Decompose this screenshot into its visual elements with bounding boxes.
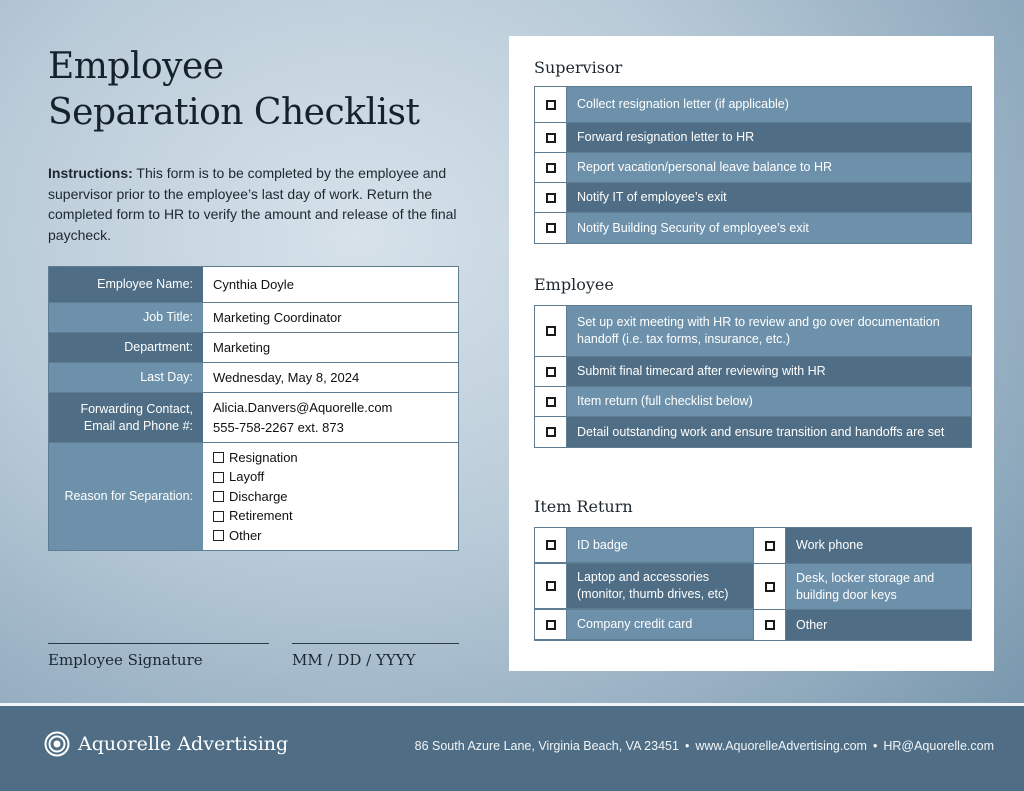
checkbox[interactable] xyxy=(535,528,567,562)
task-label: Notify IT of employee’s exit xyxy=(567,183,971,212)
reason-option-resignation[interactable] xyxy=(213,448,448,468)
item-return-row xyxy=(535,610,971,640)
concentric-circles-logo-icon xyxy=(44,731,70,757)
task-label: Forward resignation letter to HR xyxy=(567,123,971,152)
employee-task-row xyxy=(535,357,971,387)
title-line-2: Separation Checklist xyxy=(48,92,420,133)
item-return-table xyxy=(534,527,972,641)
task-label: Item return (full checklist below) xyxy=(567,387,971,416)
checkbox[interactable] xyxy=(754,564,786,609)
footer-website-link[interactable]: www.AquorelleAdvertising.com xyxy=(695,739,867,753)
page-title xyxy=(48,44,419,136)
checkbox-icon xyxy=(765,582,775,592)
checkbox[interactable] xyxy=(535,87,567,122)
checkbox[interactable] xyxy=(754,528,786,563)
footer-address: 86 South Azure Lane, Virginia Beach, VA 23451 xyxy=(414,739,679,753)
checkbox-icon xyxy=(546,367,556,377)
checkbox[interactable] xyxy=(535,417,567,447)
contact-value[interactable] xyxy=(203,393,458,442)
contact-label xyxy=(49,393,203,442)
department-value[interactable]: Marketing xyxy=(213,339,271,355)
checkbox-icon[interactable] xyxy=(213,530,224,541)
checkbox-icon xyxy=(546,223,556,233)
employee-name-value[interactable]: Cynthia Doyle xyxy=(213,276,294,292)
checkbox-icon xyxy=(546,540,556,550)
info-row-reason xyxy=(49,443,458,550)
task-label: Notify Building Security of employee’s exit xyxy=(567,213,971,243)
employee-task-row xyxy=(535,306,971,357)
checkbox-icon xyxy=(546,100,556,110)
item-return-cell xyxy=(753,610,971,640)
footer-separator: • xyxy=(872,739,878,753)
company-name: Aquorelle Advertising xyxy=(78,733,289,755)
item-return-row xyxy=(535,528,971,564)
checkbox-icon xyxy=(546,427,556,437)
checkbox[interactable] xyxy=(535,306,567,356)
employee-signature-line[interactable] xyxy=(48,643,269,644)
reason-option-layoff[interactable] xyxy=(213,467,448,487)
checkbox[interactable] xyxy=(535,387,567,416)
signature-date-label: MM / DD / YYYY xyxy=(292,651,416,669)
checkbox-icon xyxy=(546,326,556,336)
checkbox-icon[interactable] xyxy=(213,511,224,522)
last-day-label: Last Day: xyxy=(49,363,203,392)
item-return-row xyxy=(535,564,971,610)
supervisor-task-row xyxy=(535,87,971,123)
footer-email-link[interactable]: HR@Aquorelle.com xyxy=(883,739,994,753)
checkbox-icon xyxy=(546,581,556,591)
supervisor-task-table xyxy=(534,86,972,244)
reason-label: Reason for Separation: xyxy=(49,443,203,550)
reason-option-label: Retirement xyxy=(229,508,293,524)
checkbox[interactable] xyxy=(754,610,786,640)
employee-task-table xyxy=(534,305,972,448)
info-row-job xyxy=(49,303,458,333)
checkbox-icon[interactable] xyxy=(213,452,224,463)
task-label: Collect resignation letter (if applicable) xyxy=(567,87,971,122)
checkbox[interactable] xyxy=(535,153,567,182)
checkbox-icon[interactable] xyxy=(213,472,224,483)
task-label: Detail outstanding work and ensure transition and handoffs are set xyxy=(567,417,971,447)
reason-option-other[interactable] xyxy=(213,526,448,546)
employee-section-title: Employee xyxy=(534,275,614,294)
reason-option-label: Layoff xyxy=(229,469,265,485)
checkbox-icon xyxy=(546,163,556,173)
employee-task-row xyxy=(535,387,971,417)
supervisor-task-row xyxy=(535,123,971,153)
reason-options xyxy=(203,443,458,550)
checkbox-icon xyxy=(765,620,775,630)
item-return-section-title: Item Return xyxy=(534,497,633,516)
checkbox-icon xyxy=(546,620,556,630)
instructions-label: Instructions: xyxy=(48,165,133,181)
supervisor-section-title: Supervisor xyxy=(534,58,623,77)
checkbox[interactable] xyxy=(535,610,567,639)
item-label: Company credit card xyxy=(567,610,753,639)
item-label: Work phone xyxy=(786,528,971,563)
department-label: Department: xyxy=(49,333,203,362)
employee-name-label: Employee Name: xyxy=(49,267,203,302)
item-return-cell xyxy=(535,564,753,609)
checkbox[interactable] xyxy=(535,213,567,243)
instructions xyxy=(48,163,458,245)
checkbox[interactable] xyxy=(535,357,567,386)
reason-option-discharge[interactable] xyxy=(213,487,448,507)
reason-option-label: Discharge xyxy=(229,488,288,504)
checkbox[interactable] xyxy=(535,564,567,608)
checkbox-icon xyxy=(546,133,556,143)
company-logo xyxy=(44,731,288,757)
checkbox[interactable] xyxy=(535,123,567,152)
job-title-label: Job Title: xyxy=(49,303,203,332)
task-label: Set up exit meeting with HR to review and go over documentation handoff (i.e. tax forms, insurance, etc.) xyxy=(567,306,971,356)
checkbox-icon xyxy=(546,193,556,203)
info-row-name xyxy=(49,267,458,303)
item-label: Desk, locker storage and building door keys xyxy=(786,564,971,609)
employee-signature-label: Employee Signature xyxy=(48,651,203,669)
info-row-last-day xyxy=(49,363,458,393)
checkbox-icon xyxy=(546,397,556,407)
task-label: Report vacation/personal leave balance to HR xyxy=(567,153,971,182)
info-row-contact xyxy=(49,393,458,443)
contact-label-line-2: Email and Phone #: xyxy=(83,418,193,433)
contact-phone: 555-758-2267 ext. 873 xyxy=(213,419,344,435)
item-label: ID badge xyxy=(567,528,753,562)
item-return-cell xyxy=(753,564,971,609)
supervisor-task-row xyxy=(535,153,971,183)
reason-option-label: Other xyxy=(229,527,262,543)
item-label: Laptop and accessories (monitor, thumb drives, etc) xyxy=(567,564,753,608)
task-label: Submit final timecard after reviewing with HR xyxy=(567,357,971,386)
employee-info-table xyxy=(48,266,459,551)
item-label: Other xyxy=(786,610,971,640)
reason-option-retirement[interactable] xyxy=(213,506,448,526)
info-row-department xyxy=(49,333,458,363)
instructions-text: This form is to be completed by the employee and supervisor prior to the employee’s last day of work. Return the completed form to HR to verify the amount and release of the final paycheck. xyxy=(48,165,457,243)
signature-date-line[interactable] xyxy=(292,643,459,644)
item-return-cell xyxy=(753,528,971,563)
job-title-value[interactable]: Marketing Coordinator xyxy=(213,309,342,325)
footer xyxy=(0,706,1024,791)
contact-label-line-1: Forwarding Contact, xyxy=(80,401,193,416)
employee-task-row xyxy=(535,417,971,447)
footer-separator: • xyxy=(684,739,690,753)
supervisor-task-row xyxy=(535,183,971,213)
checkbox-icon[interactable] xyxy=(213,491,224,502)
title-line-1: Employee xyxy=(48,46,224,87)
checkbox[interactable] xyxy=(535,183,567,212)
contact-email: Alicia.Danvers@Aquorelle.com xyxy=(213,400,393,415)
reason-option-label: Resignation xyxy=(229,449,298,465)
item-return-cell xyxy=(535,610,753,640)
checkbox-icon xyxy=(765,541,775,551)
item-return-cell xyxy=(535,528,753,563)
last-day-value[interactable]: Wednesday, May 8, 2024 xyxy=(213,369,360,385)
footer-contact xyxy=(415,739,994,753)
supervisor-task-row xyxy=(535,213,971,243)
